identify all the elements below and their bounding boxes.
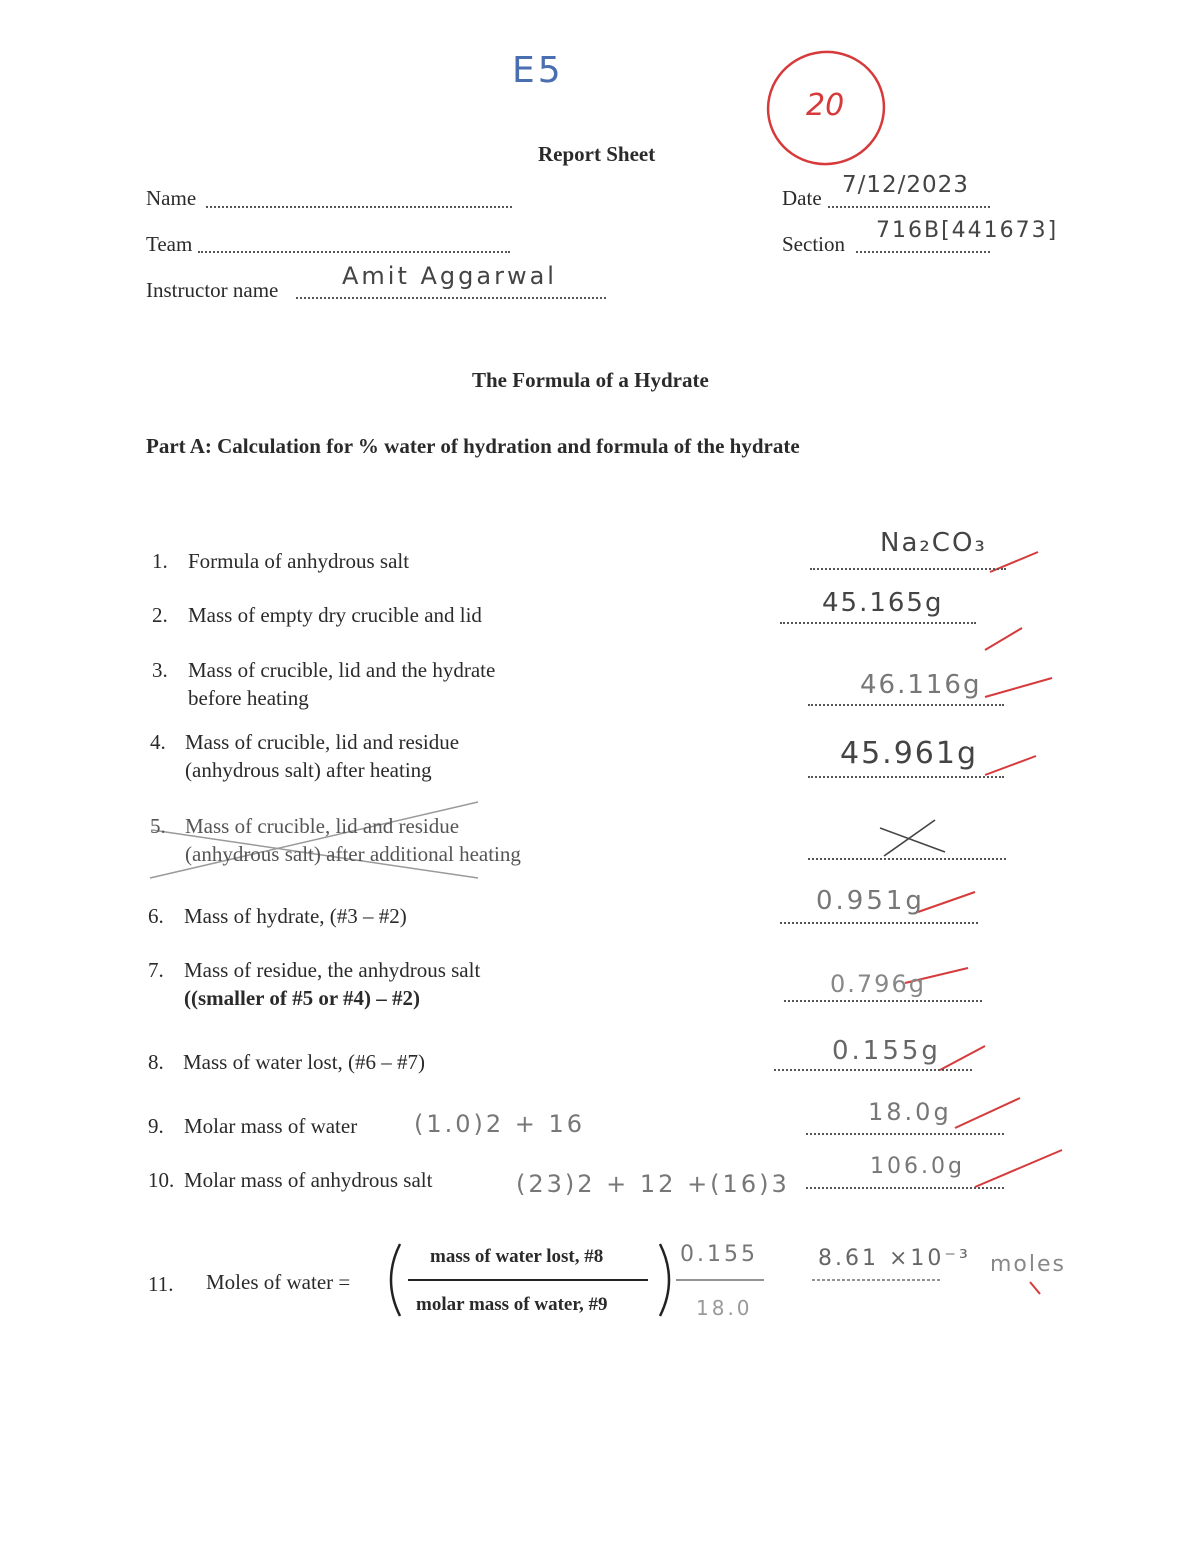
instructor-value: Amit Aggarwal (342, 262, 557, 290)
team-label: Team (146, 232, 193, 256)
item-9-label: Molar mass of water (184, 1114, 358, 1138)
team-field[interactable] (198, 251, 510, 253)
item-4-num: 4. (150, 730, 166, 754)
date-label: Date (782, 186, 822, 210)
section-label: Section (782, 232, 845, 256)
grade-mark: 20 (806, 88, 845, 123)
instructor-field[interactable] (296, 297, 606, 299)
item-6-answer: 0.951g (816, 886, 925, 916)
date-field[interactable] (828, 206, 990, 208)
item-1-answer-line[interactable] (810, 568, 1006, 570)
instructor-label: Instructor name (146, 278, 279, 302)
item-1-num: 1. (152, 549, 168, 573)
item-9-answer: 18.0g (868, 1098, 952, 1126)
item-4-label-2: (anhydrous salt) after heating (185, 758, 432, 782)
item-1-answer: Na₂CO₃ (880, 528, 987, 558)
item-4-label: Mass of crucible, lid and residue (185, 730, 460, 754)
stamp-code: E5 (512, 50, 564, 91)
name-field[interactable] (206, 206, 512, 208)
item-11-num: 11. (148, 1272, 174, 1296)
item-7-label: Mass of residue, the anhydrous salt (184, 958, 481, 982)
item-6-label: Mass of hydrate, (#3 – #2) (184, 904, 407, 928)
item-9-answer-line[interactable] (806, 1133, 1004, 1135)
item-10-num: 10. (148, 1168, 175, 1192)
item-2-answer: 45.165g (822, 588, 944, 618)
item-7-label-2: ((smaller of #5 or #4) – #2) (184, 986, 421, 1010)
item-8-num: 8. (148, 1050, 164, 1074)
item-11-answer: 8.61 ×10⁻³ (818, 1246, 971, 1271)
item-3-num: 3. (152, 658, 168, 682)
item-5-label: Mass of crucible, lid and residue (185, 814, 460, 838)
item-2-answer-line[interactable] (780, 622, 976, 624)
item-2-num: 2. (152, 603, 168, 627)
item-7-answer-line[interactable] (784, 1000, 982, 1002)
item-8-label: Mass of water lost, (#6 – #7) (183, 1050, 426, 1074)
item-11-numerator: mass of water lost, #8 (430, 1246, 604, 1267)
item-11-work-numerator: 0.155 (680, 1242, 758, 1267)
item-10-label: Molar mass of anhydrous salt (184, 1168, 433, 1192)
item-11-label: Moles of water = (206, 1270, 351, 1294)
item-5-answer-line[interactable] (808, 858, 1006, 860)
item-5-num: 5. (150, 814, 166, 838)
item-10-work: (23)2 + 12 +(16)3 (516, 1170, 790, 1198)
part-a-title: Part A: Calculation for % water of hydration and formula of the hydrate (146, 434, 800, 458)
item-10-answer: 106.0g (870, 1154, 965, 1179)
item-6-answer-line[interactable] (780, 922, 978, 924)
item-6-num: 6. (148, 904, 164, 928)
report-title: Report Sheet (538, 142, 656, 166)
item-3-answer-line[interactable] (808, 704, 1004, 706)
experiment-title: The Formula of a Hydrate (472, 368, 709, 392)
item-8-answer-line[interactable] (774, 1069, 972, 1071)
item-9-num: 9. (148, 1114, 164, 1138)
item-7-num: 7. (148, 958, 164, 982)
name-label: Name (146, 186, 197, 210)
item-7-answer: 0.796g (830, 970, 926, 998)
item-3-label-2: before heating (188, 686, 309, 710)
item-1-label: Formula of anhydrous salt (188, 549, 410, 573)
item-11-denominator: molar mass of water, #9 (416, 1294, 608, 1315)
item-9-work: (1.0)2 + 16 (414, 1110, 586, 1138)
date-value: 7/12/2023 (842, 172, 969, 198)
item-8-answer: 0.155g (832, 1036, 941, 1066)
item-10-answer-line[interactable] (806, 1187, 1004, 1189)
item-4-answer-line[interactable] (808, 776, 1004, 778)
item-11-unit: moles (990, 1252, 1066, 1277)
item-11-work-denominator: 18.0 (696, 1296, 753, 1320)
item-5-label-2: (anhydrous salt) after additional heating (185, 842, 521, 866)
item-2-label: Mass of empty dry crucible and lid (188, 603, 482, 627)
item-3-answer: 46.116g (860, 670, 982, 700)
item-3-label: Mass of crucible, lid and the hydrate (188, 658, 496, 682)
item-4-answer: 45.961g (840, 736, 979, 771)
section-value: 716B[441673] (876, 218, 1059, 243)
section-field[interactable] (856, 251, 990, 253)
